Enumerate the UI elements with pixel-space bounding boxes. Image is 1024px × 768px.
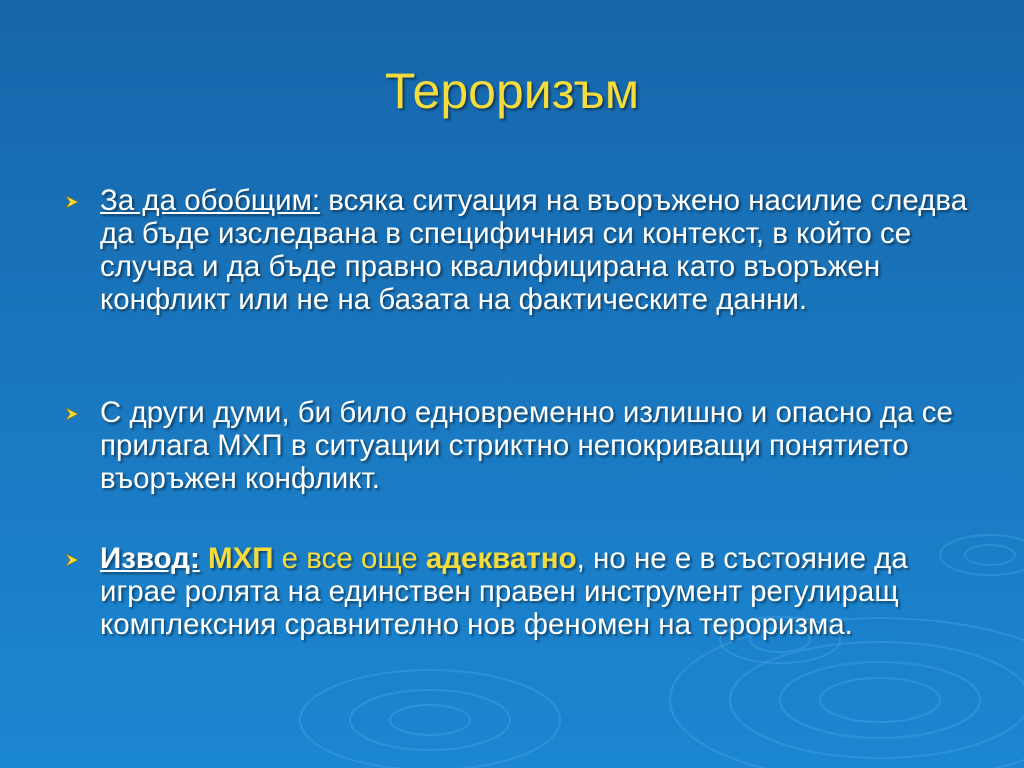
chevron-arrow-icon bbox=[64, 406, 80, 422]
bullet-text: всяка ситуация на въоръжено насилие следва да бъде изследвана в специфичния си контекст, в който се случва и да бъде правно квалифицирана като въоръжен конфликт или не на базата на фактическите данни. bbox=[100, 184, 968, 316]
bullet-text: С други думи, би било едновременно излишно и опасно да се прилага МХП в ситуации стриктно непокриващи понятието въоръжен конфликт. bbox=[100, 396, 953, 495]
bullet-lead: Извод: bbox=[100, 542, 200, 575]
bullet-text-space bbox=[200, 542, 208, 575]
chevron-arrow-icon bbox=[64, 194, 80, 210]
highlight-adequate: адекватно bbox=[425, 542, 577, 575]
bullet-lead: За да обобщим: bbox=[100, 184, 321, 217]
bullet-conclusion bbox=[60, 542, 990, 641]
bullet-other-words bbox=[60, 396, 990, 495]
highlight-mhp: МХП bbox=[208, 542, 274, 575]
chevron-arrow-icon bbox=[64, 552, 80, 568]
highlight-text: е все още bbox=[273, 542, 426, 575]
bullet-text: , но не е в състояние да играе ролята на единствен правен инструмент регулиращ комплексния сравнително нов феномен на тероризма. bbox=[100, 542, 908, 641]
slide-title: Тероризъм bbox=[384, 63, 640, 119]
bullet-summary bbox=[60, 184, 990, 316]
